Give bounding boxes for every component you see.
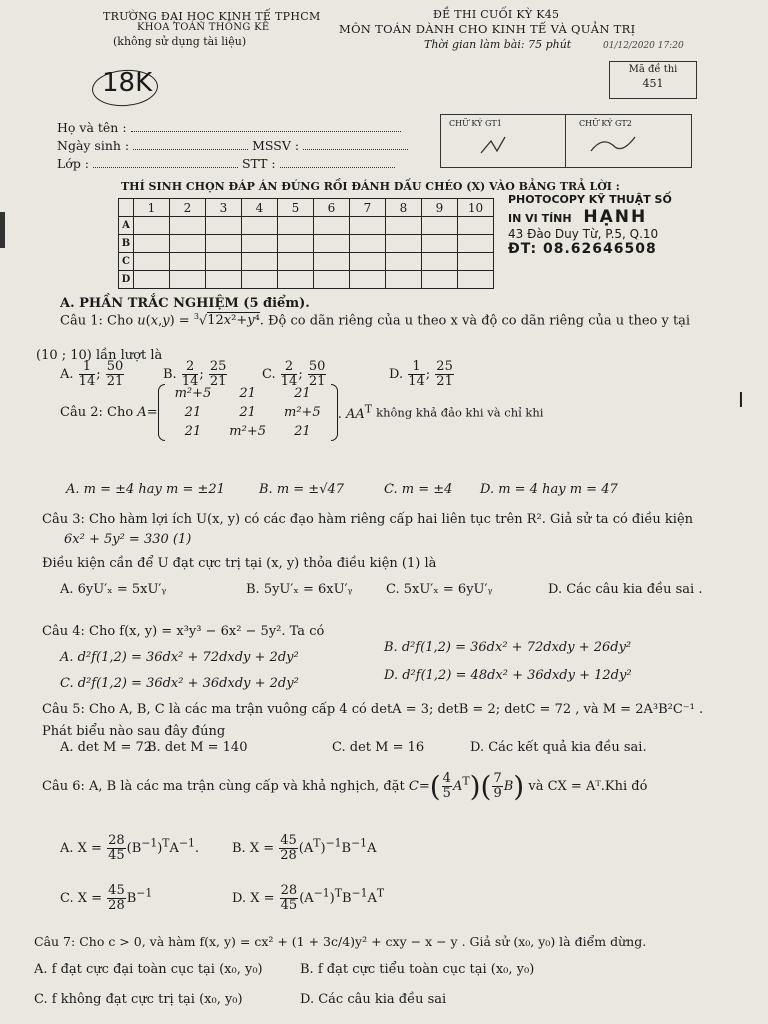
q2-option-c[interactable]: C. m = ±4 <box>384 482 453 497</box>
answer-cell[interactable] <box>350 235 386 253</box>
answer-cell[interactable] <box>386 253 422 271</box>
question-3 <box>42 512 693 527</box>
q6-text-b: và CX = Aᵀ.Khi đó <box>528 779 648 794</box>
answer-cell[interactable] <box>170 235 206 253</box>
answer-cell[interactable] <box>314 217 350 235</box>
text-cursor-icon: I <box>738 388 744 412</box>
answer-cell[interactable] <box>206 217 242 235</box>
row-header: C <box>119 253 134 271</box>
answer-cell[interactable] <box>206 253 242 271</box>
q2-option-b[interactable]: B. m = ±√47 <box>259 482 345 497</box>
q7-option-b[interactable]: B. f đạt cực tiểu toàn cục tại (x₀, y₀) <box>300 962 535 977</box>
q6-option-c[interactable]: C. X = $\frac{45}{28}$ $B^{-1}$ <box>60 883 153 913</box>
answer-cell[interactable] <box>386 271 422 289</box>
answer-cell[interactable] <box>134 253 170 271</box>
q5-text: Cho A, B, C là các ma trận vuông cấp 4 có detA = 3; detB = 2; detC = 72 , và M = 2A³B²C⁻¹ . <box>89 702 704 717</box>
answer-cell[interactable] <box>278 271 314 289</box>
exam-code-value: 451 <box>642 77 664 90</box>
q1-option-c[interactable]: C. $\frac{2}{14}$ ; $\frac{50}{21}$ <box>262 359 326 389</box>
q3-option-b[interactable]: B. 5yU′ₓ = 6xU′ᵧ <box>246 582 353 597</box>
scan-edge-mark <box>0 212 5 248</box>
answer-cell[interactable] <box>242 235 278 253</box>
handwritten-signatures <box>441 115 691 167</box>
question-6: Câu 6: A, B là các ma trận cùng cấp và khả nghịch, đặt C=( $\frac{4}{5}$ $A^T$)( $\frac{7}{9}$ B) và CX = Aᵀ.Khi đó <box>42 769 648 803</box>
name-label: Họ và tên : <box>57 120 127 135</box>
answer-cell[interactable] <box>278 235 314 253</box>
q5-option-a[interactable]: A. det M = 72 <box>60 740 153 755</box>
row-header: D <box>119 271 134 289</box>
answer-cell[interactable] <box>314 253 350 271</box>
stamp-line1: PHOTOCOPY KỸ THUẬT SỐ <box>508 193 672 206</box>
stamp-address: 43 Đào Duy Từ, P.5, Q.10 <box>508 227 659 241</box>
q5-option-c[interactable]: C. det M = 16 <box>332 740 425 755</box>
q6-text-a: A, B là các ma trận cùng cấp và khả nghịch, đặt <box>89 779 405 794</box>
dob-label: Ngày sinh : <box>57 138 130 153</box>
q3-option-d[interactable]: D. Các câu kia đều sai . <box>548 582 703 597</box>
answer-cell[interactable] <box>350 271 386 289</box>
dob-field <box>57 138 408 153</box>
q6-option-b[interactable]: B. X = $\frac{45}{28}$ $(A^T)^{-1}B^{-1}A$ <box>232 833 377 863</box>
handwritten-score: 18K <box>102 68 153 98</box>
handwritten-date: 01/12/2020 17:20 <box>603 41 684 51</box>
sig2-label: CHỮ KÝ GT2 <box>579 119 632 128</box>
answer-table <box>118 198 494 289</box>
answer-cell[interactable] <box>422 235 458 253</box>
col-header: 2 <box>170 199 206 217</box>
q1-label: Câu 1: <box>60 313 103 329</box>
answer-cell[interactable] <box>422 217 458 235</box>
answer-cell[interactable] <box>422 253 458 271</box>
exam-note: (không sử dụng tài liệu) <box>113 35 247 48</box>
answer-cell[interactable] <box>386 217 422 235</box>
stamp-name: HẠNH <box>583 207 648 227</box>
class-line <box>93 167 238 168</box>
answer-cell[interactable] <box>242 271 278 289</box>
stamp-phone: ĐT: 08.62646508 <box>508 241 657 257</box>
q1-text-c: (10 ; 10) lần lượt là <box>36 348 163 363</box>
q1-option-d-label: D. <box>389 367 404 382</box>
answer-cell[interactable] <box>386 235 422 253</box>
name-line <box>131 131 401 132</box>
answer-cell[interactable] <box>134 235 170 253</box>
answer-cell[interactable] <box>278 217 314 235</box>
q4-option-a[interactable]: A. d²f(1,2) = 36dx² + 72dxdy + 2dy² <box>60 650 299 665</box>
dob-line <box>133 149 248 150</box>
q5-text2: Phát biểu nào sau đây đúng <box>42 724 226 739</box>
answer-cell[interactable] <box>422 271 458 289</box>
stt-line <box>280 167 395 168</box>
col-header: 10 <box>458 199 494 217</box>
q1-option-a[interactable]: A. $\frac{1}{14}$ ; $\frac{50}{21}$ <box>60 359 124 389</box>
q7-label: Câu 7: <box>34 934 76 949</box>
answer-cell[interactable] <box>458 235 494 253</box>
q4-option-b[interactable]: B. d²f(1,2) = 36dx² + 72dxdy + 26dy² <box>384 640 632 655</box>
q2-option-d[interactable]: D. m = 4 hay m = 47 <box>480 482 618 497</box>
row-header: B <box>119 235 134 253</box>
col-header: 7 <box>350 199 386 217</box>
q3-option-c[interactable]: C. 5xU′ₓ = 6yU′ᵧ <box>386 582 493 597</box>
mssv-label: MSSV : <box>252 138 300 153</box>
q1-option-b-label: B. <box>163 367 177 382</box>
q2-text-a: Cho <box>107 405 134 420</box>
q2-matrix: m²+5 21 21 21 21 m²+5 21 m²+5 21 <box>158 384 338 441</box>
q1-option-d[interactable]: D. $\frac{1}{14}$ ; $\frac{25}{21}$ <box>389 359 453 389</box>
q1-option-c-label: C. <box>262 367 276 382</box>
mssv-line <box>303 149 408 150</box>
col-header: 6 <box>314 199 350 217</box>
q4-option-c[interactable]: C. d²f(1,2) = 36dx² + 36dxdy + 2dy² <box>60 676 299 691</box>
answer-cell[interactable] <box>350 217 386 235</box>
q7-option-a[interactable]: A. f đạt cực đại toàn cục tại (x₀, y₀) <box>34 962 263 977</box>
school-name: TRƯỜNG ĐẠI HỌC KINH TẾ TPHCM <box>103 10 321 23</box>
answer-cell[interactable] <box>458 217 494 235</box>
q6-option-a[interactable]: A. X = $\frac{28}{45}$ $(B^{-1})^TA^{-1}$. <box>60 833 200 863</box>
q3-equation: 6x² + 5y² = 330 (1) <box>64 532 192 547</box>
answer-cell[interactable] <box>134 217 170 235</box>
q6-option-b-label: B. <box>232 841 246 856</box>
answer-cell[interactable] <box>458 253 494 271</box>
q4-option-d[interactable]: D. d²f(1,2) = 48dx² + 36dxdy + 12dy² <box>384 668 632 683</box>
q1-option-a-label: A. <box>60 367 74 382</box>
stamp-line2: IN VI TÍNH <box>508 212 572 225</box>
answer-cell[interactable] <box>170 253 206 271</box>
q7-text: Cho c > 0, và hàm f(x, y) = cx² + (1 + 3c/4)y² + cxy − x − y . Giả sử (x₀, y₀) là điểm dừng. <box>79 934 647 949</box>
answer-cell[interactable] <box>242 253 278 271</box>
q2-option-a[interactable]: A. m = ±4 hay m = ±21 <box>66 482 225 497</box>
q6-option-d-label: D. <box>232 891 247 906</box>
q2-text-b: không khả đảo khi và chỉ khi <box>376 405 544 420</box>
col-header: 1 <box>134 199 170 217</box>
sig1-label: CHỮ KÝ GT1 <box>449 119 502 128</box>
exam-code-label: Mã đề thi <box>628 64 678 75</box>
q5-option-b[interactable]: B. det M = 140 <box>147 740 248 755</box>
answer-cell[interactable] <box>242 217 278 235</box>
name-field <box>57 120 401 135</box>
q6-option-d[interactable]: D. X = $\frac{28}{45}$ $(A^{-1})^TB^{-1}A^T$ <box>232 883 385 913</box>
exam-code-box <box>609 61 697 99</box>
q4-label: Câu 4: <box>42 624 85 639</box>
exam-subject: MÔN TOÁN DÀNH CHO KINH TẾ VÀ QUẢN TRỊ <box>339 22 636 36</box>
q6-option-c-label: C. <box>60 891 74 906</box>
col-header: 8 <box>386 199 422 217</box>
q1-text-b: . Độ co dãn riêng của u theo x và độ co dãn riêng của u theo y tại <box>259 313 691 329</box>
q4-text: Cho f(x, y) = x³y³ − 6x² − 5y². Ta có <box>89 624 325 639</box>
q5-option-d[interactable]: D. Các kết quả kia đều sai. <box>470 740 647 755</box>
q3-label: Câu 3: <box>42 512 85 527</box>
q2-label: Câu 2: <box>60 405 103 420</box>
class-field <box>57 156 395 171</box>
department-name: KHOA TOÁN THỐNG KÊ <box>137 22 270 33</box>
q6-label: Câu 6: <box>42 779 85 794</box>
q3-text: Cho hàm lợi ích U(x, y) có các đạo hàm riêng cấp hai liên tục trên R². Giả sử ta có điều kiện <box>89 512 694 527</box>
class-label: Lớp : <box>57 156 90 171</box>
print-shop-stamp <box>508 193 720 265</box>
question-4 <box>42 624 324 639</box>
col-header: 9 <box>422 199 458 217</box>
question-7 <box>34 934 646 949</box>
question-1: Câu 1: Cho u(x,y) = $^3$√12x²+y⁴. Độ co dãn riêng của u theo x và độ co dãn riêng của u theo y tại <box>60 312 691 329</box>
row-header: A <box>119 217 134 235</box>
col-header: 3 <box>206 199 242 217</box>
q7-option-c[interactable]: C. f không đạt cực trị tại (x₀, y₀) <box>34 992 243 1007</box>
answer-instruction: THÍ SINH CHỌN ĐÁP ÁN ĐÚNG RỒI ĐÁNH DẤU CHÉO (X) VÀO BẢNG TRẢ LỜI : <box>121 180 620 193</box>
signature-box <box>440 114 692 168</box>
answer-cell[interactable] <box>170 271 206 289</box>
question-2: Câu 2: Cho A= m²+5 21 21 21 21 m²+5 21 m²+5 21 . $AA^T$ không khả đảo khi và chỉ khi <box>60 386 544 439</box>
q6-option-a-label: A. <box>60 841 74 856</box>
answer-cell[interactable] <box>206 271 242 289</box>
q5-label: Câu 5: <box>42 702 85 717</box>
answer-cell[interactable] <box>350 253 386 271</box>
section-title: A. PHẦN TRẮC NGHIỆM (5 điểm). <box>60 296 310 311</box>
q3-option-a[interactable]: A. 6yU′ₓ = 5xU′ᵧ <box>60 582 167 597</box>
col-header: 5 <box>278 199 314 217</box>
answer-cell[interactable] <box>458 271 494 289</box>
q7-option-d[interactable]: D. Các câu kia đều sai <box>300 992 447 1007</box>
answer-cell[interactable] <box>170 217 206 235</box>
q1-text-a: Cho <box>107 313 134 329</box>
exam-title: ĐỀ THI CUỐI KỲ K45 <box>433 8 560 21</box>
q3-text2: Điều kiện cần để U đạt cực trị tại (x, y) thỏa điều kiện (1) là <box>42 556 437 571</box>
stt-label: STT : <box>241 156 276 171</box>
answer-cell[interactable] <box>314 271 350 289</box>
q1-option-b[interactable]: B. $\frac{2}{14}$ ; $\frac{25}{21}$ <box>163 359 227 389</box>
exam-time: Thời gian làm bài: 75 phút <box>424 38 572 51</box>
col-header: 4 <box>242 199 278 217</box>
answer-cell[interactable] <box>314 235 350 253</box>
question-5 <box>42 702 703 717</box>
answer-cell[interactable] <box>278 253 314 271</box>
answer-cell[interactable] <box>134 271 170 289</box>
answer-cell[interactable] <box>206 235 242 253</box>
